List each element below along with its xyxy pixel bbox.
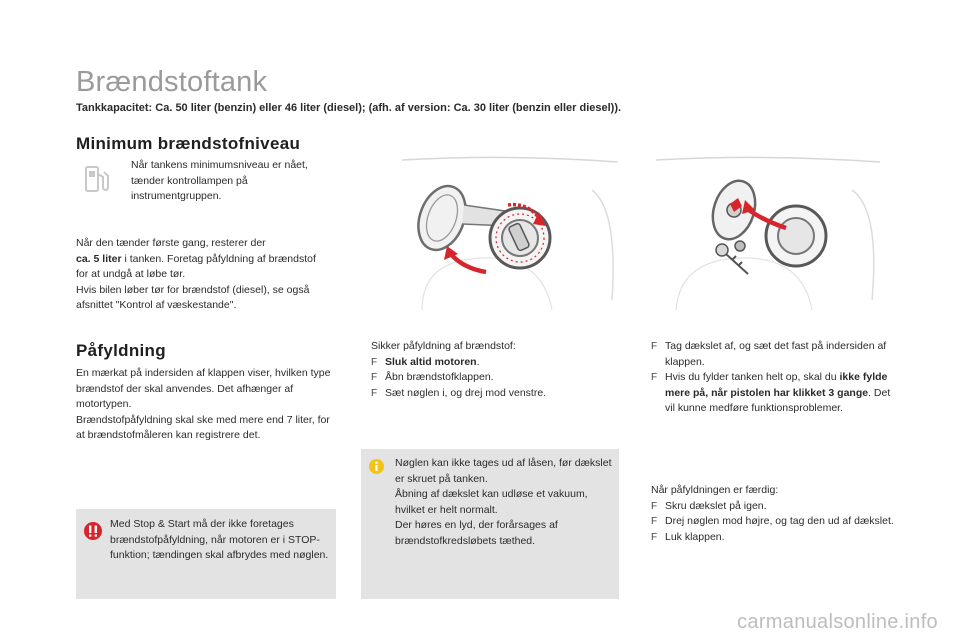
bullet-marker: F [651,372,658,384]
warning-text: Med Stop & Start må der ikke foretages brændstofpåfyldning, når motoren er i STOP-funktion; tændingen skal afbrydes med nøglen. [110,518,329,562]
info-text-1: Nøglen kan ikke tages ud af låsen, før dækslet er skruet på tanken. [395,457,612,485]
minimum-liters: ca. 5 liter [76,252,122,265]
done-item-2-text: Drej nøglen mod højre, og tag den ud af dækslet. [665,515,894,528]
bullet-marker: F [651,531,658,543]
info-text [395,456,613,550]
cap-item-2-text: Hvis du fylder tanken helt op, skal du [665,371,840,384]
bullet-marker: F [651,500,658,512]
minimum-text-3: Hvis bilen løber tør for brændstof (diesel), se også afsnittet "Kontrol af væskestande". [76,283,310,312]
done-item-2 [651,514,896,530]
fuel-flap-illustration [392,150,622,310]
minimum-heading: Minimum brændstofniveau [76,134,301,153]
lamp-text: Når tankens minimumsniveau er nået, tænder kontrollampen på instrumentgruppen. [131,159,308,203]
bullet-marker: F [371,356,378,368]
bullet-marker: F [371,372,378,384]
minimum-text-1: Når den tænder første gang, resterer der [76,237,266,249]
bullet-marker: F [651,341,658,352]
cap-item-2 [651,370,896,417]
safe-item-3-text: Sæt nøglen i, og drej mod venstre. [385,386,547,399]
info-icon [369,459,384,474]
refuel-text-2: Brændstofpåfyldning skal ske med mere end 7 liter, for at brændstofmåleren kan registrere det. [76,413,330,442]
done-list [651,483,896,545]
warning-icon [84,522,102,540]
watermark: carmanualsonline.info [737,611,938,633]
done-intro: Når påfyldningen er færdig: [651,484,779,496]
minimum-text-2: i tanken. Foretag påfyldning af brændstof for at undgå at løbe tør. [76,252,316,281]
done-item-3 [651,530,896,546]
info-text-3: Der høres en lyd, der forårsages af brændstofkredsløbets tæthed. [395,519,558,547]
safe-item-1 [371,355,611,371]
done-item-1 [651,499,896,515]
refuel-heading: Påfyldning [76,341,166,360]
info-text-2: Åbning af dækslet kan udløse et vakuum, hvilket er helt normalt. [395,488,588,516]
safe-intro: Sikker påfyldning af brændstof: [371,340,516,352]
refuel-text-1: En mærkat på indersiden af klappen viser, hvilken type brændstof der skal anvendes. Det afhænger af motortypen. [76,367,331,411]
safe-refuel-list [371,339,611,401]
fuel-pump-icon [84,164,110,194]
bullet-marker: F [651,516,658,528]
tank-capacity: Tankkapacitet: Ca. 50 liter (benzin) eller 46 liter (diesel); (afh. af version: Ca. 30 liter (benzin eller diesel)). [76,102,622,114]
refuel-paragraph [76,366,334,444]
bullet-marker: F [371,387,378,399]
fuel-cap-illustration [656,150,886,310]
cap-item-1 [651,339,896,370]
cap-item-1-text: Tag dækslet af, og sæt det fast på indersiden af klappen. [665,340,887,368]
safe-item-2-text: Åbn brændstofklappen. [385,371,494,384]
done-item-3-text: Luk klappen. [665,530,725,543]
cap-list [651,339,896,417]
safe-item-3 [371,386,611,402]
safe-item-2 [371,370,611,386]
safe-item-1-bold: Sluk altid motoren [385,355,477,368]
safe-item-1-tail: . [476,355,480,368]
cap-item-2-bold: ikke fylde mere på, når pistolen har klikket 3 gange [665,371,888,399]
minimum-paragraph [76,236,326,314]
done-item-1-text: Skru dækslet på igen. [665,499,767,512]
cap-item-2-tail: . Det vil kunne medføre funktionsproblemer. [665,386,891,415]
page-title: Brændstoftank [76,66,268,98]
